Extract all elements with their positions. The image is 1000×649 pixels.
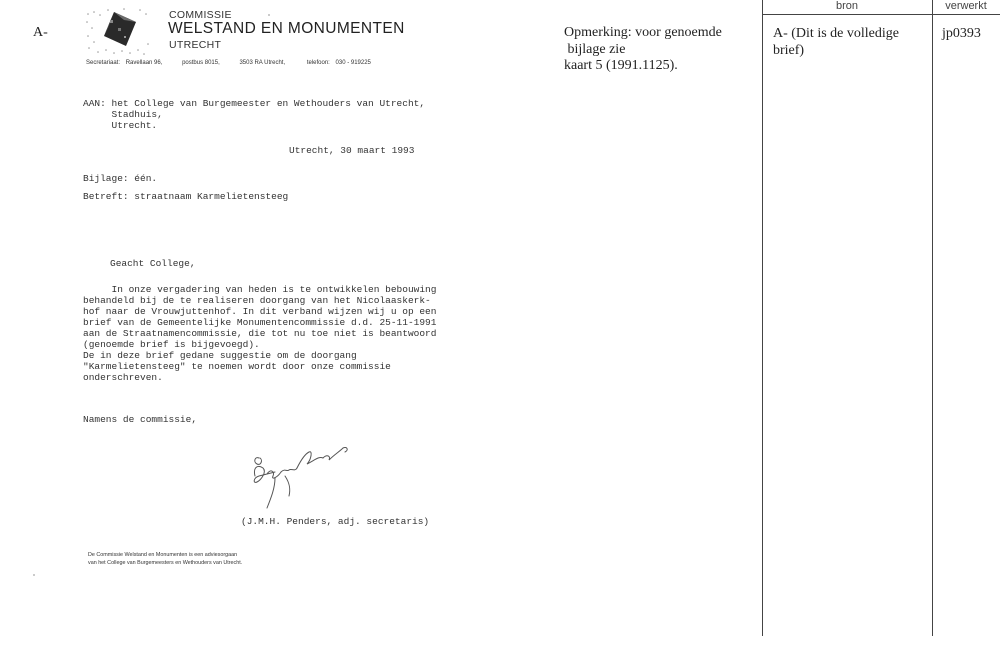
postbox: postbus 8015,: [182, 60, 220, 66]
letterhead-city: UTRECHT: [169, 39, 222, 51]
street-address: Ravellaan 96,: [125, 60, 163, 66]
letter-footer: [88, 551, 242, 567]
paragraph-line: (genoemde brief is bijgevoegd).: [83, 339, 260, 350]
column-header-verwerkt: verwerkt: [945, 0, 987, 12]
table-header-divider: [762, 14, 1000, 15]
remark-line: kaart 5 (1991.1125).: [564, 58, 678, 73]
margin-marker: A-: [33, 25, 48, 40]
addressee-block: [83, 98, 425, 131]
remark-line: bijlage zie: [564, 41, 626, 57]
remark-note: [564, 25, 722, 75]
cell-verwerkt: jp0393: [942, 26, 981, 41]
signatory: (J.M.H. Penders, adj. secretaris): [241, 516, 430, 527]
paragraph-line: onderschreven.: [83, 372, 163, 383]
addressee-line: AAN: het College van Burgemeester en Wethouders van Utrecht,: [83, 98, 426, 109]
paragraph-line: In onze vergadering van heden is te ontwikkelen bebouwing: [83, 284, 437, 295]
phone-number: 030 - 919225: [335, 60, 371, 66]
postcode-city: 3503 RA Utrecht,: [239, 60, 286, 66]
paragraph-line: "Karmelietensteeg" te noemen wordt door onze commissie: [83, 361, 391, 372]
letterhead-address: [86, 60, 371, 66]
handwritten-signature: [245, 438, 355, 510]
paragraph-1: [83, 284, 436, 350]
cell-bron: A- (Dit is de volledige brief): [773, 26, 899, 58]
table-divider: [762, 0, 763, 636]
paragraph-line: aan de Straatnamencommissie, die tot nu toe niet is beantwoord: [83, 328, 437, 339]
footer-line: De Commissie Welstand en Monumenten is een adviesorgaan: [88, 552, 238, 558]
letter-date: Utrecht, 30 maart 1993: [289, 145, 415, 156]
paragraph-line: behandeld bij de te realiseren doorgang van het Nicolaaskerk-: [83, 295, 431, 306]
paragraph-line: hof naar de Vrouwjuttenhof. In dit verband wijzen wij u op een: [83, 306, 437, 317]
column-header-bron: bron: [835, 0, 859, 12]
paragraph-2: [83, 350, 391, 383]
table-divider: [932, 0, 933, 636]
remark-line: Opmerking: voor genoemde: [564, 25, 722, 40]
closing: Namens de commissie,: [83, 414, 198, 425]
letterhead-title: WELSTAND EN MONUMENTEN: [168, 20, 405, 37]
paragraph-line: De in deze brief gedane suggestie om de doorgang: [83, 350, 357, 361]
commission-logo: [84, 8, 154, 56]
betreft-line: Betreft: straatnaam Karmelietensteeg: [83, 191, 289, 202]
addressee-line: Utrecht.: [83, 120, 158, 131]
scan-speck: [268, 14, 270, 16]
addressee-line: Stadhuis,: [83, 109, 163, 120]
scan-speck: [33, 574, 35, 576]
letterhead-line1: COMMISSIE: [169, 9, 232, 21]
paragraph-line: brief van de Gemeentelijke Monumentencommissie d.d. 25-11-1991: [83, 317, 437, 328]
salutation: Geacht College,: [110, 258, 196, 269]
phone-label: telefoon:: [306, 60, 330, 66]
bijlage-line: Bijlage: één.: [83, 173, 158, 184]
footer-line: van het College van Burgemeesters en Wethouders van Utrecht.: [88, 560, 243, 566]
secretariat-label: Secretariaat:: [86, 60, 121, 66]
